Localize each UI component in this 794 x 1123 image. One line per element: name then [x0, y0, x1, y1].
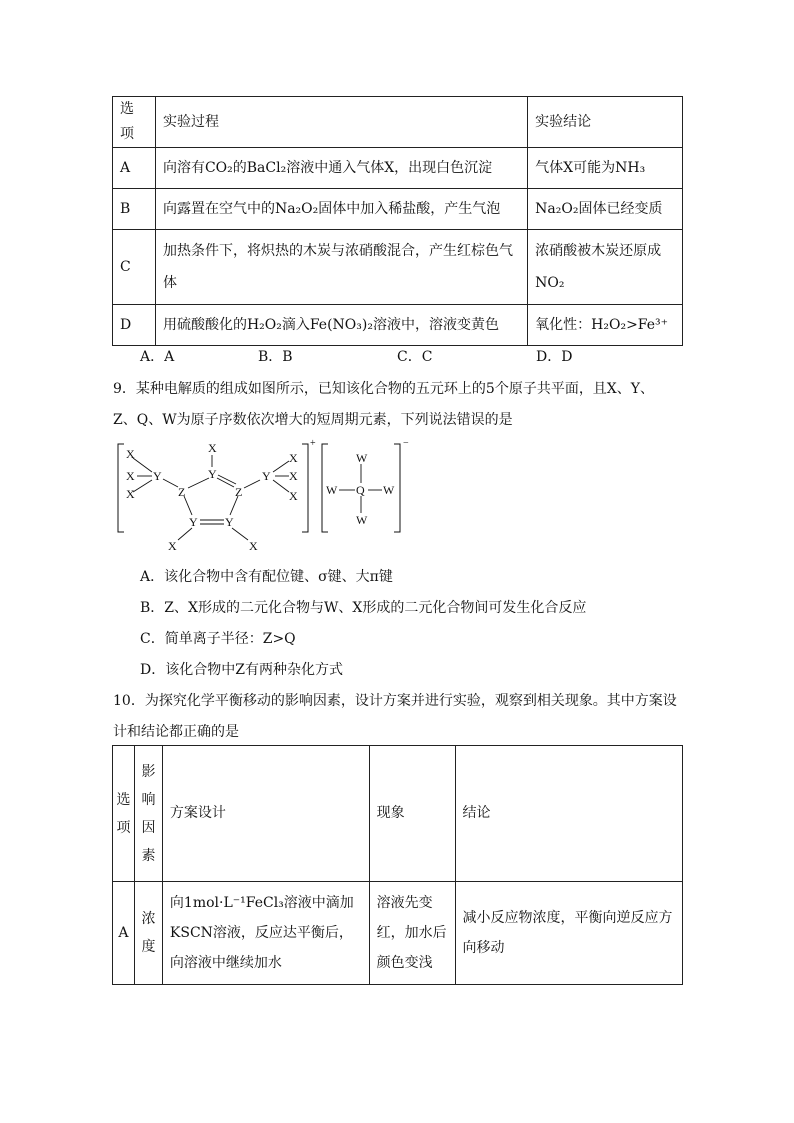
- atom-x: X: [289, 469, 298, 483]
- header-factor: 影响因素: [134, 746, 162, 882]
- row-option: A: [113, 882, 135, 985]
- q9-option-d: D．该化合物中Z有两种杂化方式: [140, 662, 343, 678]
- atom-q: Q: [356, 483, 365, 497]
- atom-x: X: [208, 441, 217, 455]
- q8-choice-c: C．C: [397, 349, 433, 365]
- row-option: D: [113, 305, 156, 346]
- row-design: 向1mol·L⁻¹FeCl₃溶液中滴加KSCN溶液，反应达平衡后，向溶液中继续加水: [162, 882, 369, 985]
- q8-choice-b: B．B: [258, 349, 293, 365]
- table-row: [113, 189, 683, 230]
- header-conclusion: 结论: [455, 746, 683, 882]
- atom-y: Y: [262, 469, 271, 483]
- header-option: 选项: [113, 746, 135, 882]
- row-process: 向露置在空气中的Na₂O₂固体中加入稀盐酸，产生气泡: [155, 189, 527, 230]
- row-conclusion: 氧化性：H₂O₂>Fe³⁺: [528, 305, 683, 346]
- header-option: 选项: [113, 97, 156, 148]
- header-process: 实验过程: [155, 97, 527, 148]
- q9-stem-line1: 9．某种电解质的组成如图所示，已知该化合物的五元环上的5个原子共平面，且X、Y、: [113, 381, 655, 397]
- table-header-row: [113, 97, 683, 148]
- atom-x: X: [126, 469, 135, 483]
- table-header-row: [113, 746, 683, 882]
- header-design: 方案设计: [162, 746, 369, 882]
- atom-z: Z: [178, 485, 186, 499]
- atom-y: Y: [208, 467, 217, 481]
- table-row: [113, 305, 683, 346]
- q8-choice-a: A．A: [140, 349, 175, 365]
- atom-w: W: [356, 513, 368, 527]
- atom-w: W: [326, 483, 338, 497]
- table-row: [113, 882, 683, 985]
- atom-x: X: [126, 487, 135, 501]
- q9-option-c: C．简单离子半径：Z>Q: [140, 631, 296, 647]
- row-process: 向溶有CO₂的BaCl₂溶液中通入气体X，出现白色沉淀: [155, 148, 527, 189]
- atom-x: X: [126, 447, 135, 461]
- row-phenomenon: 溶液先变红，加水后颜色变浅: [369, 882, 455, 985]
- row-process: 用硫酸酸化的H₂O₂滴入Fe(NO₃)₂溶液中，溶液变黄色: [155, 305, 527, 346]
- atom-x: X: [289, 451, 298, 465]
- row-conclusion: Na₂O₂固体已经变质: [528, 189, 683, 230]
- row-factor: 浓度: [134, 882, 162, 985]
- row-conclusion: 减小反应物浓度，平衡向逆反应方向移动: [455, 882, 683, 985]
- atom-x: X: [249, 539, 258, 553]
- q8-choice-d: D．D: [536, 349, 573, 365]
- atom-z: Z: [235, 485, 243, 499]
- q10-stem-line1: 10．为探究化学平衡移动的影响因素，设计方案并进行实验，观察到相关现象。其中方案设: [113, 693, 677, 709]
- header-phenomenon: 现象: [369, 746, 455, 882]
- cation-charge: +: [310, 438, 316, 449]
- row-conclusion: 气体X可能为NH₃: [528, 148, 683, 189]
- q8-table: [112, 96, 683, 346]
- row-option: C: [113, 230, 156, 305]
- table-row: [113, 230, 683, 305]
- table-row: [113, 148, 683, 189]
- row-conclusion: 浓硝酸被木炭还原成NO₂: [528, 230, 683, 305]
- q9-stem-line2: Z、Q、W为原子序数依次增大的短周期元素，下列说法错误的是: [113, 412, 513, 428]
- atom-y: Y: [189, 515, 198, 529]
- atom-w: W: [356, 451, 368, 465]
- q9-option-b: B．Z、X形成的二元化合物与W、X形成的二元化合物间可发生化合反应: [140, 600, 587, 616]
- header-conclusion: 实验结论: [528, 97, 683, 148]
- row-option: A: [113, 148, 156, 189]
- atom-y: Y: [153, 469, 162, 483]
- q10-table: [112, 745, 683, 985]
- atom-y: Y: [225, 515, 234, 529]
- row-process: 加热条件下，将炽热的木炭与浓硝酸混合，产生红棕色气体: [155, 230, 527, 305]
- row-option: B: [113, 189, 156, 230]
- q10-stem-line2: 计和结论都正确的是: [113, 724, 239, 740]
- q9-option-a: A．该化合物中含有配位键、σ键、大π键: [140, 569, 393, 585]
- atom-x: X: [289, 489, 298, 503]
- atom-w: W: [383, 483, 395, 497]
- q9-structure-diagram: [112, 438, 422, 554]
- atom-x: X: [168, 539, 177, 553]
- anion-charge: −: [403, 438, 409, 449]
